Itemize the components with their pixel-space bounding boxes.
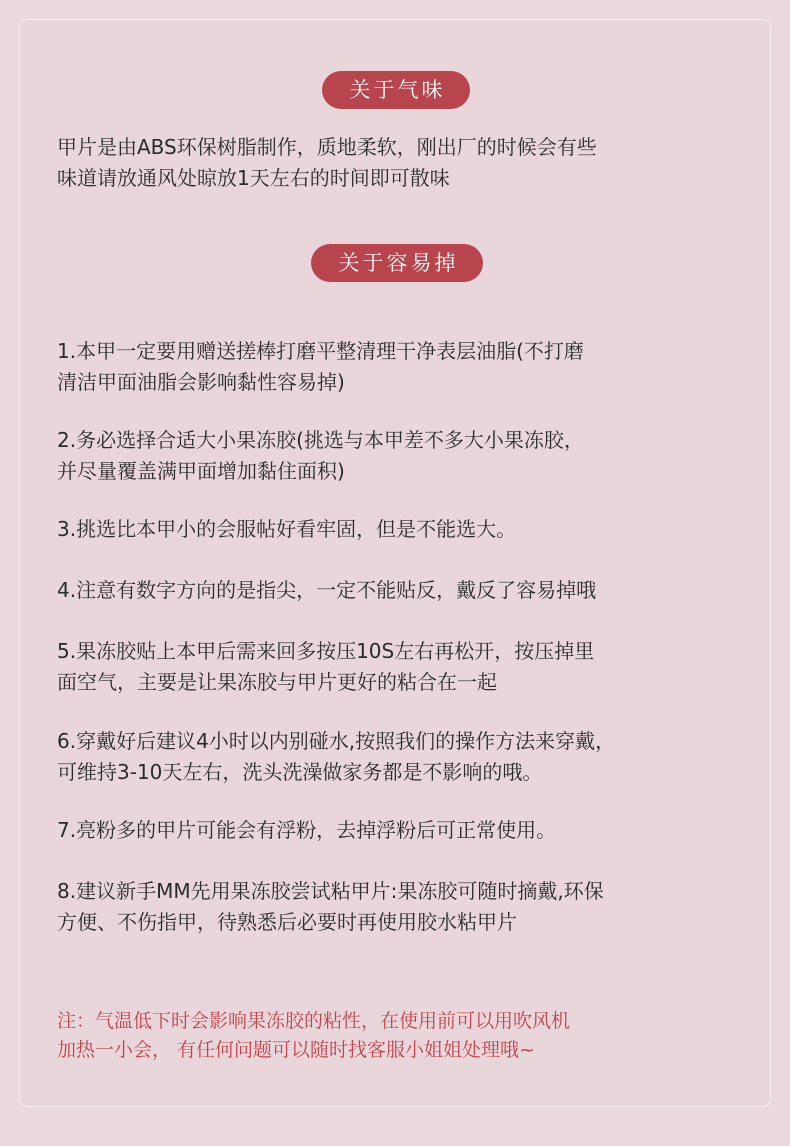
text-line: 清洁甲面油脂会影响黏性容易掉)	[57, 370, 345, 394]
tip-item-3	[57, 514, 747, 545]
text-line: 1.本甲一定要用赠送搓棒打磨平整清理干净表层油脂(不打磨	[57, 339, 584, 363]
text-line: 并尽量覆盖满甲面增加黏住面积)	[57, 459, 345, 483]
text-line: 5.果冻胶贴上本甲后需来回多按压10S左右再松开，按压掉里	[57, 639, 595, 663]
smell-paragraph	[57, 132, 747, 194]
note-line: 注：气温低下时会影响果冻胶的粘性，在使用前可以用吹风机	[57, 1010, 571, 1032]
text-line: 6.穿戴好后建议4小时以内别碰水,按照我们的操作方法来穿戴，	[57, 729, 616, 753]
text-line: 面空气，主要是让果冻胶与甲片更好的粘合在一起	[57, 670, 497, 694]
text-line: 7.亮粉多的甲片可能会有浮粉，去掉浮粉后可正常使用。	[57, 818, 557, 842]
tip-item-4	[57, 575, 747, 606]
tip-item-2	[57, 425, 747, 487]
text-line: 2.务必选择合适大小果冻胶(挑选与本甲差不多大小果冻胶，	[57, 428, 584, 452]
text-line: 可维持3-10天左右，洗头洗澡做家务都是不影响的哦。	[57, 760, 543, 784]
tip-item-8	[57, 876, 747, 938]
text-line: 3.挑选比本甲小的会服帖好看牢固，但是不能选大。	[57, 517, 517, 541]
text-line: 8.建议新手MM先用果冻胶尝试粘甲片:果冻胶可随时摘戴,环保	[57, 879, 604, 903]
text-line: 甲片是由ABS环保树脂制作，质地柔软，刚出厂的时候会有些	[57, 135, 597, 159]
section-title-smell: 关于气味	[322, 71, 470, 109]
tip-item-7	[57, 815, 747, 846]
section-title-falling: 关于容易掉	[311, 244, 483, 282]
tip-item-5	[57, 636, 747, 698]
note-line: 加热一小会， 有任何问题可以随时找客服小姐姐处理哦~	[57, 1039, 535, 1061]
warning-note	[57, 1007, 747, 1065]
text-line: 方便、不伤指甲，待熟悉后必要时再使用胶水粘甲片	[57, 910, 517, 934]
tip-item-1	[57, 336, 747, 398]
text-line: 4.注意有数字方向的是指尖，一定不能贴反，戴反了容易掉哦	[57, 578, 597, 602]
text-line: 味道请放通风处晾放1天左右的时间即可散味	[57, 166, 450, 190]
tip-item-6	[57, 726, 747, 788]
